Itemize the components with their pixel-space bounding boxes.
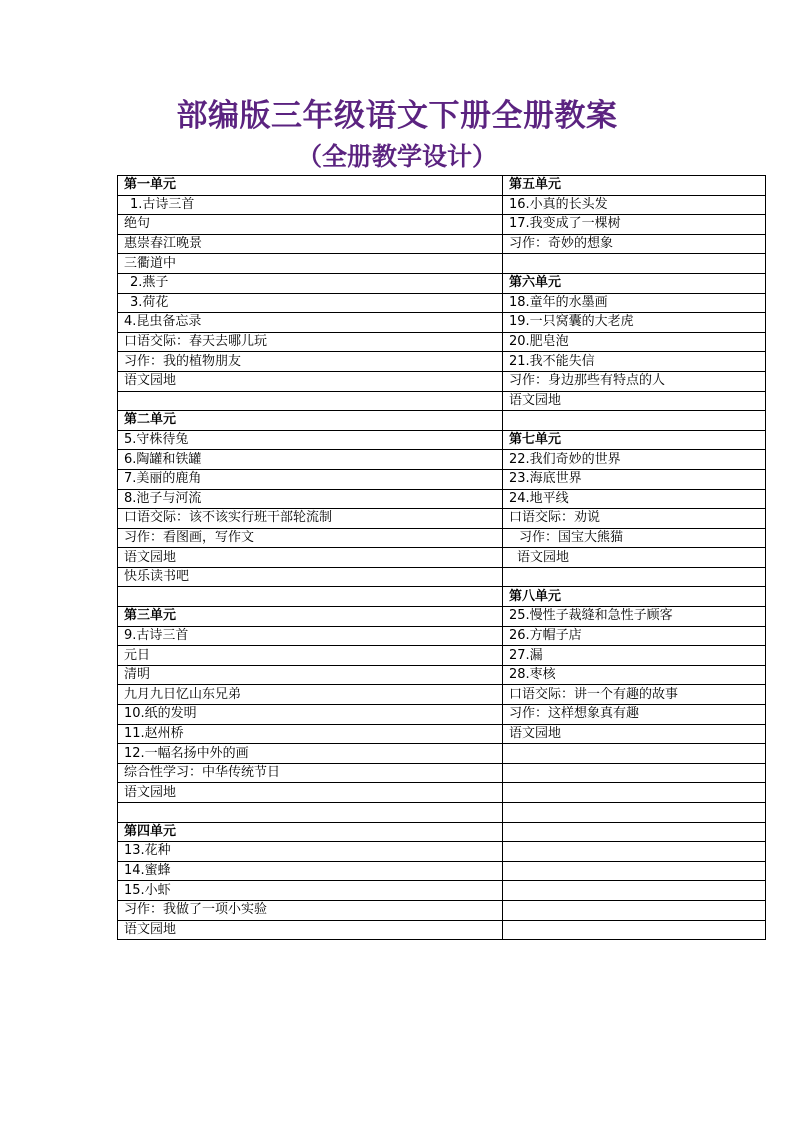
table-row xyxy=(118,195,766,215)
toc-cell-left: 8.池子与河流 xyxy=(118,489,503,509)
document-title: 部编版三年级语文下册全册教案 xyxy=(176,98,618,134)
toc-cell-left: 7.美丽的鹿角 xyxy=(118,469,503,489)
toc-cell-right xyxy=(503,881,766,901)
table-row xyxy=(118,215,766,235)
toc-cell-left: 综合性学习：中华传统节日 xyxy=(118,763,503,783)
table-row xyxy=(118,822,766,842)
table-row xyxy=(118,803,766,823)
toc-cell-right xyxy=(503,861,766,881)
toc-cell-right: 21.我不能失信 xyxy=(503,352,766,372)
table-row xyxy=(118,587,766,607)
toc-cell-right: 语文园地 xyxy=(503,724,766,744)
toc-cell-left xyxy=(118,587,503,607)
table-row xyxy=(118,391,766,411)
toc-cell-right: 口语交际：讲一个有趣的故事 xyxy=(503,685,766,705)
table-row xyxy=(118,273,766,293)
toc-cell-right xyxy=(503,783,766,803)
toc-cell-right: 习作：奇妙的想象 xyxy=(503,234,766,254)
toc-cell-left: 第一单元 xyxy=(118,176,503,196)
table-row xyxy=(118,567,766,587)
table-row xyxy=(118,744,766,764)
toc-cell-right xyxy=(503,803,766,823)
toc-cell-right: 习作：国宝大熊猫 xyxy=(503,528,766,548)
table-row xyxy=(118,842,766,862)
table-row xyxy=(118,254,766,274)
toc-cell-right xyxy=(503,411,766,431)
toc-cell-left xyxy=(118,803,503,823)
toc-cell-right: 口语交际：劝说 xyxy=(503,509,766,529)
toc-cell-left: 4.昆虫备忘录 xyxy=(118,313,503,333)
toc-cell-right: 第八单元 xyxy=(503,587,766,607)
toc-cell-left: 惠崇春江晚景 xyxy=(118,234,503,254)
toc-cell-right: 语文园地 xyxy=(503,548,766,568)
table-row xyxy=(118,548,766,568)
toc-cell-right: 17.我变成了一棵树 xyxy=(503,215,766,235)
toc-cell-left: 口语交际：春天去哪儿玩 xyxy=(118,332,503,352)
toc-cell-left: 语文园地 xyxy=(118,920,503,940)
toc-cell-left xyxy=(118,391,503,411)
toc-cell-right xyxy=(503,763,766,783)
table-row xyxy=(118,528,766,548)
table-row xyxy=(118,900,766,920)
toc-cell-right xyxy=(503,842,766,862)
toc-cell-left: 12.一幅名扬中外的画 xyxy=(118,744,503,764)
toc-cell-left: 第二单元 xyxy=(118,411,503,431)
table-row xyxy=(118,489,766,509)
toc-cell-right: 第六单元 xyxy=(503,273,766,293)
toc-cell-left: 15.小虾 xyxy=(118,881,503,901)
toc-cell-left: 第三单元 xyxy=(118,607,503,627)
table-row xyxy=(118,724,766,744)
toc-cell-left: 绝句 xyxy=(118,215,503,235)
table-row xyxy=(118,293,766,313)
toc-cell-left: 习作：看图画，写作文 xyxy=(118,528,503,548)
toc-cell-right: 25.慢性子裁缝和急性子顾客 xyxy=(503,607,766,627)
toc-cell-right: 第五单元 xyxy=(503,176,766,196)
toc-cell-right: 19.一只窝囊的大老虎 xyxy=(503,313,766,333)
toc-cell-left: 第四单元 xyxy=(118,822,503,842)
contents-table xyxy=(117,175,766,940)
toc-cell-right xyxy=(503,822,766,842)
table-row xyxy=(118,332,766,352)
toc-cell-left: 清明 xyxy=(118,665,503,685)
toc-cell-right: 16.小真的长头发 xyxy=(503,195,766,215)
toc-cell-left: 13.花种 xyxy=(118,842,503,862)
toc-cell-left: 6.陶罐和铁罐 xyxy=(118,450,503,470)
toc-cell-right xyxy=(503,900,766,920)
toc-cell-right: 23.海底世界 xyxy=(503,469,766,489)
toc-cell-left: 2.燕子 xyxy=(118,273,503,293)
toc-cell-right: 20.肥皂泡 xyxy=(503,332,766,352)
table-row xyxy=(118,313,766,333)
table-row xyxy=(118,763,766,783)
toc-cell-left: 习作：我的植物朋友 xyxy=(118,352,503,372)
table-row xyxy=(118,881,766,901)
table-row xyxy=(118,509,766,529)
toc-cell-right xyxy=(503,567,766,587)
toc-cell-right: 27.漏 xyxy=(503,646,766,666)
table-row xyxy=(118,411,766,431)
table-row xyxy=(118,352,766,372)
table-row xyxy=(118,607,766,627)
table-row xyxy=(118,861,766,881)
toc-cell-left: 语文园地 xyxy=(118,548,503,568)
toc-cell-left: 11.赵州桥 xyxy=(118,724,503,744)
document-subtitle: （全册教学设计） xyxy=(296,142,497,171)
toc-cell-right: 习作：这样想象真有趣 xyxy=(503,705,766,725)
table-row xyxy=(118,705,766,725)
toc-cell-left: 快乐读书吧 xyxy=(118,567,503,587)
toc-cell-left: 九月九日忆山东兄弟 xyxy=(118,685,503,705)
table-row xyxy=(118,371,766,391)
toc-cell-left: 口语交际：该不该实行班干部轮流制 xyxy=(118,509,503,529)
toc-cell-right: 第七单元 xyxy=(503,430,766,450)
toc-cell-left: 10.纸的发明 xyxy=(118,705,503,725)
table-row xyxy=(118,685,766,705)
table-row xyxy=(118,783,766,803)
toc-cell-right: 语文园地 xyxy=(503,391,766,411)
toc-cell-right xyxy=(503,254,766,274)
toc-cell-right: 26.方帽子店 xyxy=(503,626,766,646)
toc-cell-right: 18.童年的水墨画 xyxy=(503,293,766,313)
toc-cell-right: 习作：身边那些有特点的人 xyxy=(503,371,766,391)
toc-cell-right xyxy=(503,744,766,764)
toc-cell-left: 语文园地 xyxy=(118,371,503,391)
table-row xyxy=(118,665,766,685)
toc-cell-left: 14.蜜蜂 xyxy=(118,861,503,881)
table-row xyxy=(118,920,766,940)
table-row xyxy=(118,176,766,196)
toc-cell-left: 三衢道中 xyxy=(118,254,503,274)
toc-cell-right xyxy=(503,920,766,940)
toc-cell-left: 1.古诗三首 xyxy=(118,195,503,215)
toc-cell-left: 习作：我做了一项小实验 xyxy=(118,900,503,920)
table-row xyxy=(118,626,766,646)
contents-table-body xyxy=(118,176,766,940)
toc-cell-left: 语文园地 xyxy=(118,783,503,803)
toc-cell-left: 5.守株待兔 xyxy=(118,430,503,450)
table-row xyxy=(118,234,766,254)
toc-cell-left: 3.荷花 xyxy=(118,293,503,313)
toc-cell-right: 22.我们奇妙的世界 xyxy=(503,450,766,470)
table-row xyxy=(118,430,766,450)
table-row xyxy=(118,646,766,666)
table-row xyxy=(118,450,766,470)
toc-cell-right: 24.地平线 xyxy=(503,489,766,509)
toc-cell-left: 9.古诗三首 xyxy=(118,626,503,646)
toc-cell-right: 28.枣核 xyxy=(503,665,766,685)
toc-cell-left: 元日 xyxy=(118,646,503,666)
table-row xyxy=(118,469,766,489)
